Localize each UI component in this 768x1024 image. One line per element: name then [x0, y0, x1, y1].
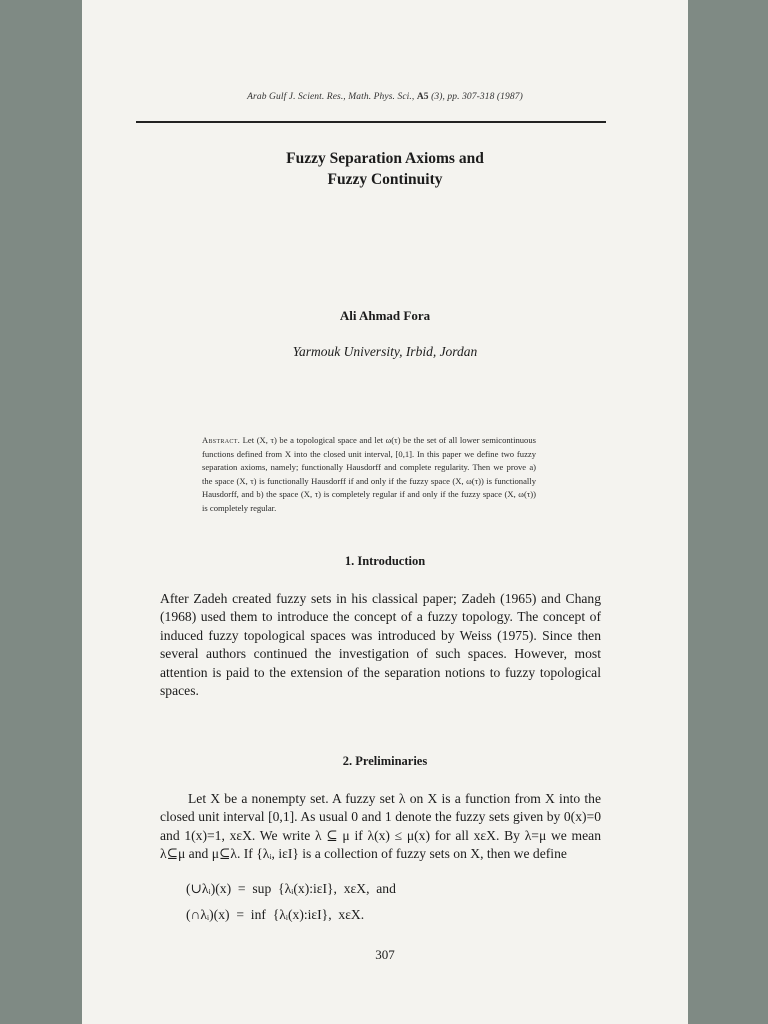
journal-pages: (3), pp. 307-318 (1987)	[428, 92, 523, 102]
formula-intersection: (∩λᵢ)(x) = inf {λᵢ(x):iεI}, xεX.	[186, 907, 365, 922]
header-rule	[136, 121, 606, 123]
preliminaries-paragraph: Let X be a nonempty set. A fuzzy set λ on X is a function from X into the closed unit interval [0,1]. As usual 0 and 1 denote the fuzzy sets given by 0(x)=0 and 1(x)=1, xεX. We write λ ⊆ μ if λ(x) ≤ μ(x) for all xεX. By λ=μ we mean λ⊆μ and μ⊆λ. If {λᵢ, iεI} is a collection of fuzzy sets on X, then we define	[160, 791, 601, 862]
abstract-text: Let (X, τ) be a topological space and let ω(τ) be the set of all lower semicontinuous functions defined from X into the closed unit interval, [0,1]. In this paper we define two fuzzy separation axioms, namely; functionally Hausdorff and complete regularity. Then we prove a) the space (X, τ) is functionally Hausdorff if and only if the fuzzy space (X, ω(τ)) is functionally Hausdorff, and b) the space (X, τ) is completely regular if and only if the fuzzy space (X, ω(τ)) is completely regular.	[202, 435, 536, 513]
page-number: 307	[375, 947, 395, 962]
author-name: Ali Ahmad Fora	[339, 308, 431, 323]
abstract	[202, 434, 536, 515]
paper-title	[82, 148, 688, 190]
journal-volume: A5	[416, 92, 429, 102]
section-heading-introduction: 1. Introduction	[344, 554, 426, 568]
introduction-paragraph: After Zadeh created fuzzy sets in his classical paper; Zadeh (1965) and Chang (1968) used them to introduce the concept of a fuzzy topology. The concept of induced fuzzy topological spaces was introduced by Weiss (1975). Since then several authors continued the investigation of such spaces. However, most attention is paid to the extension of the separation notions to fuzzy topological spaces.	[160, 591, 601, 699]
formula-union: (∪λᵢ)(x) = sup {λᵢ(x):iεI}, xεX, and	[186, 881, 396, 896]
section-heading-preliminaries: 2. Preliminaries	[342, 754, 428, 768]
title-line-1: Fuzzy Separation Axioms and	[286, 150, 484, 167]
abstract-label: Abstract.	[202, 435, 241, 445]
title-line-2: Fuzzy Continuity	[327, 171, 443, 188]
author-affiliation: Yarmouk University, Irbid, Jordan	[292, 344, 478, 359]
journal-header	[82, 92, 688, 102]
journal-citation: Arab Gulf J. Scient. Res., Math. Phys. Sci.,	[247, 92, 415, 102]
